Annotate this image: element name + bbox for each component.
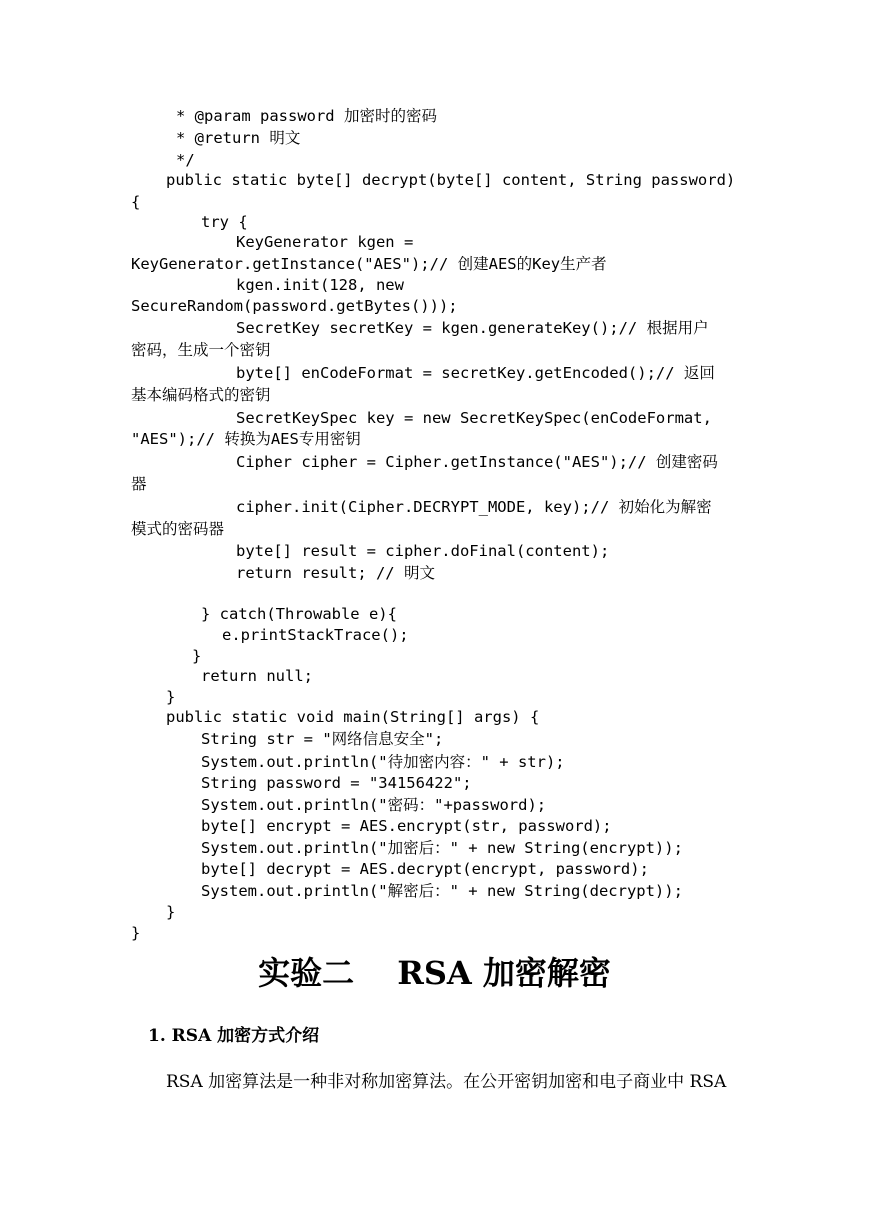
code-line: cipher.init(Cipher.DECRYPT_MODE, key);// 初始化为解密 [236, 498, 712, 516]
code-line: try { [201, 213, 248, 231]
section-title: 实验二 RSA 加密解密 [258, 954, 611, 992]
code-line: } [166, 903, 176, 921]
code-line: { [131, 193, 141, 211]
code-line: KeyGenerator kgen = [236, 233, 414, 251]
code-line: 器 [131, 475, 147, 493]
code-line: 密码，生成一个密钥 [131, 341, 271, 359]
code-line: SecureRandom(password.getBytes())); [131, 297, 458, 315]
code-line: } [131, 924, 141, 942]
subsection-heading: 1. RSA 加密方式介绍 [148, 1026, 320, 1046]
code-line: e.printStackTrace(); [222, 626, 409, 644]
code-line: "AES");// 转换为AES专用密钥 [131, 430, 361, 448]
code-line: String password = "34156422"; [201, 774, 472, 792]
code-line: Cipher cipher = Cipher.getInstance("AES");// 创建密码 [236, 453, 718, 471]
code-line: 模式的密码器 [131, 520, 225, 538]
body-paragraph: RSA 加密算法是一种非对称加密算法。在公开密钥加密和电子商业中 RSA [166, 1072, 727, 1092]
code-line: byte[] result = cipher.doFinal(content); [236, 542, 610, 560]
code-line: kgen.init(128, new [236, 276, 404, 294]
code-line: } [192, 647, 202, 665]
code-line: byte[] enCodeFormat = secretKey.getEncoded();// 返回 [236, 364, 715, 382]
code-line: * @return 明文 [176, 129, 301, 147]
code-line: System.out.println("密码："+password); [201, 796, 547, 814]
code-line: KeyGenerator.getInstance("AES");// 创建AES的Key生产者 [131, 255, 607, 273]
code-line: */ [176, 151, 195, 169]
code-line: } catch(Throwable e){ [201, 605, 397, 623]
code-line: 基本编码格式的密钥 [131, 386, 271, 404]
code-line: public static byte[] decrypt(byte[] content, String password) [166, 171, 736, 189]
code-line: return result; // 明文 [236, 564, 435, 582]
code-line: System.out.println("加密后：" + new String(encrypt)); [201, 839, 683, 857]
code-line: * @param password 加密时的密码 [176, 107, 437, 125]
code-line: String str = "网络信息安全"; [201, 730, 444, 748]
code-line: System.out.println("待加密内容：" + str); [201, 753, 565, 771]
code-line: SecretKeySpec key = new SecretKeySpec(enCodeFormat, [236, 409, 712, 427]
code-line: byte[] encrypt = AES.encrypt(str, password); [201, 817, 612, 835]
code-line: System.out.println("解密后：" + new String(decrypt)); [201, 882, 683, 900]
code-line: byte[] decrypt = AES.decrypt(encrypt, password); [201, 860, 649, 878]
code-line: return null; [201, 667, 313, 685]
code-line: } [166, 688, 176, 706]
code-line: SecretKey secretKey = kgen.generateKey();// 根据用户 [236, 319, 709, 337]
code-line: public static void main(String[] args) { [166, 708, 540, 726]
